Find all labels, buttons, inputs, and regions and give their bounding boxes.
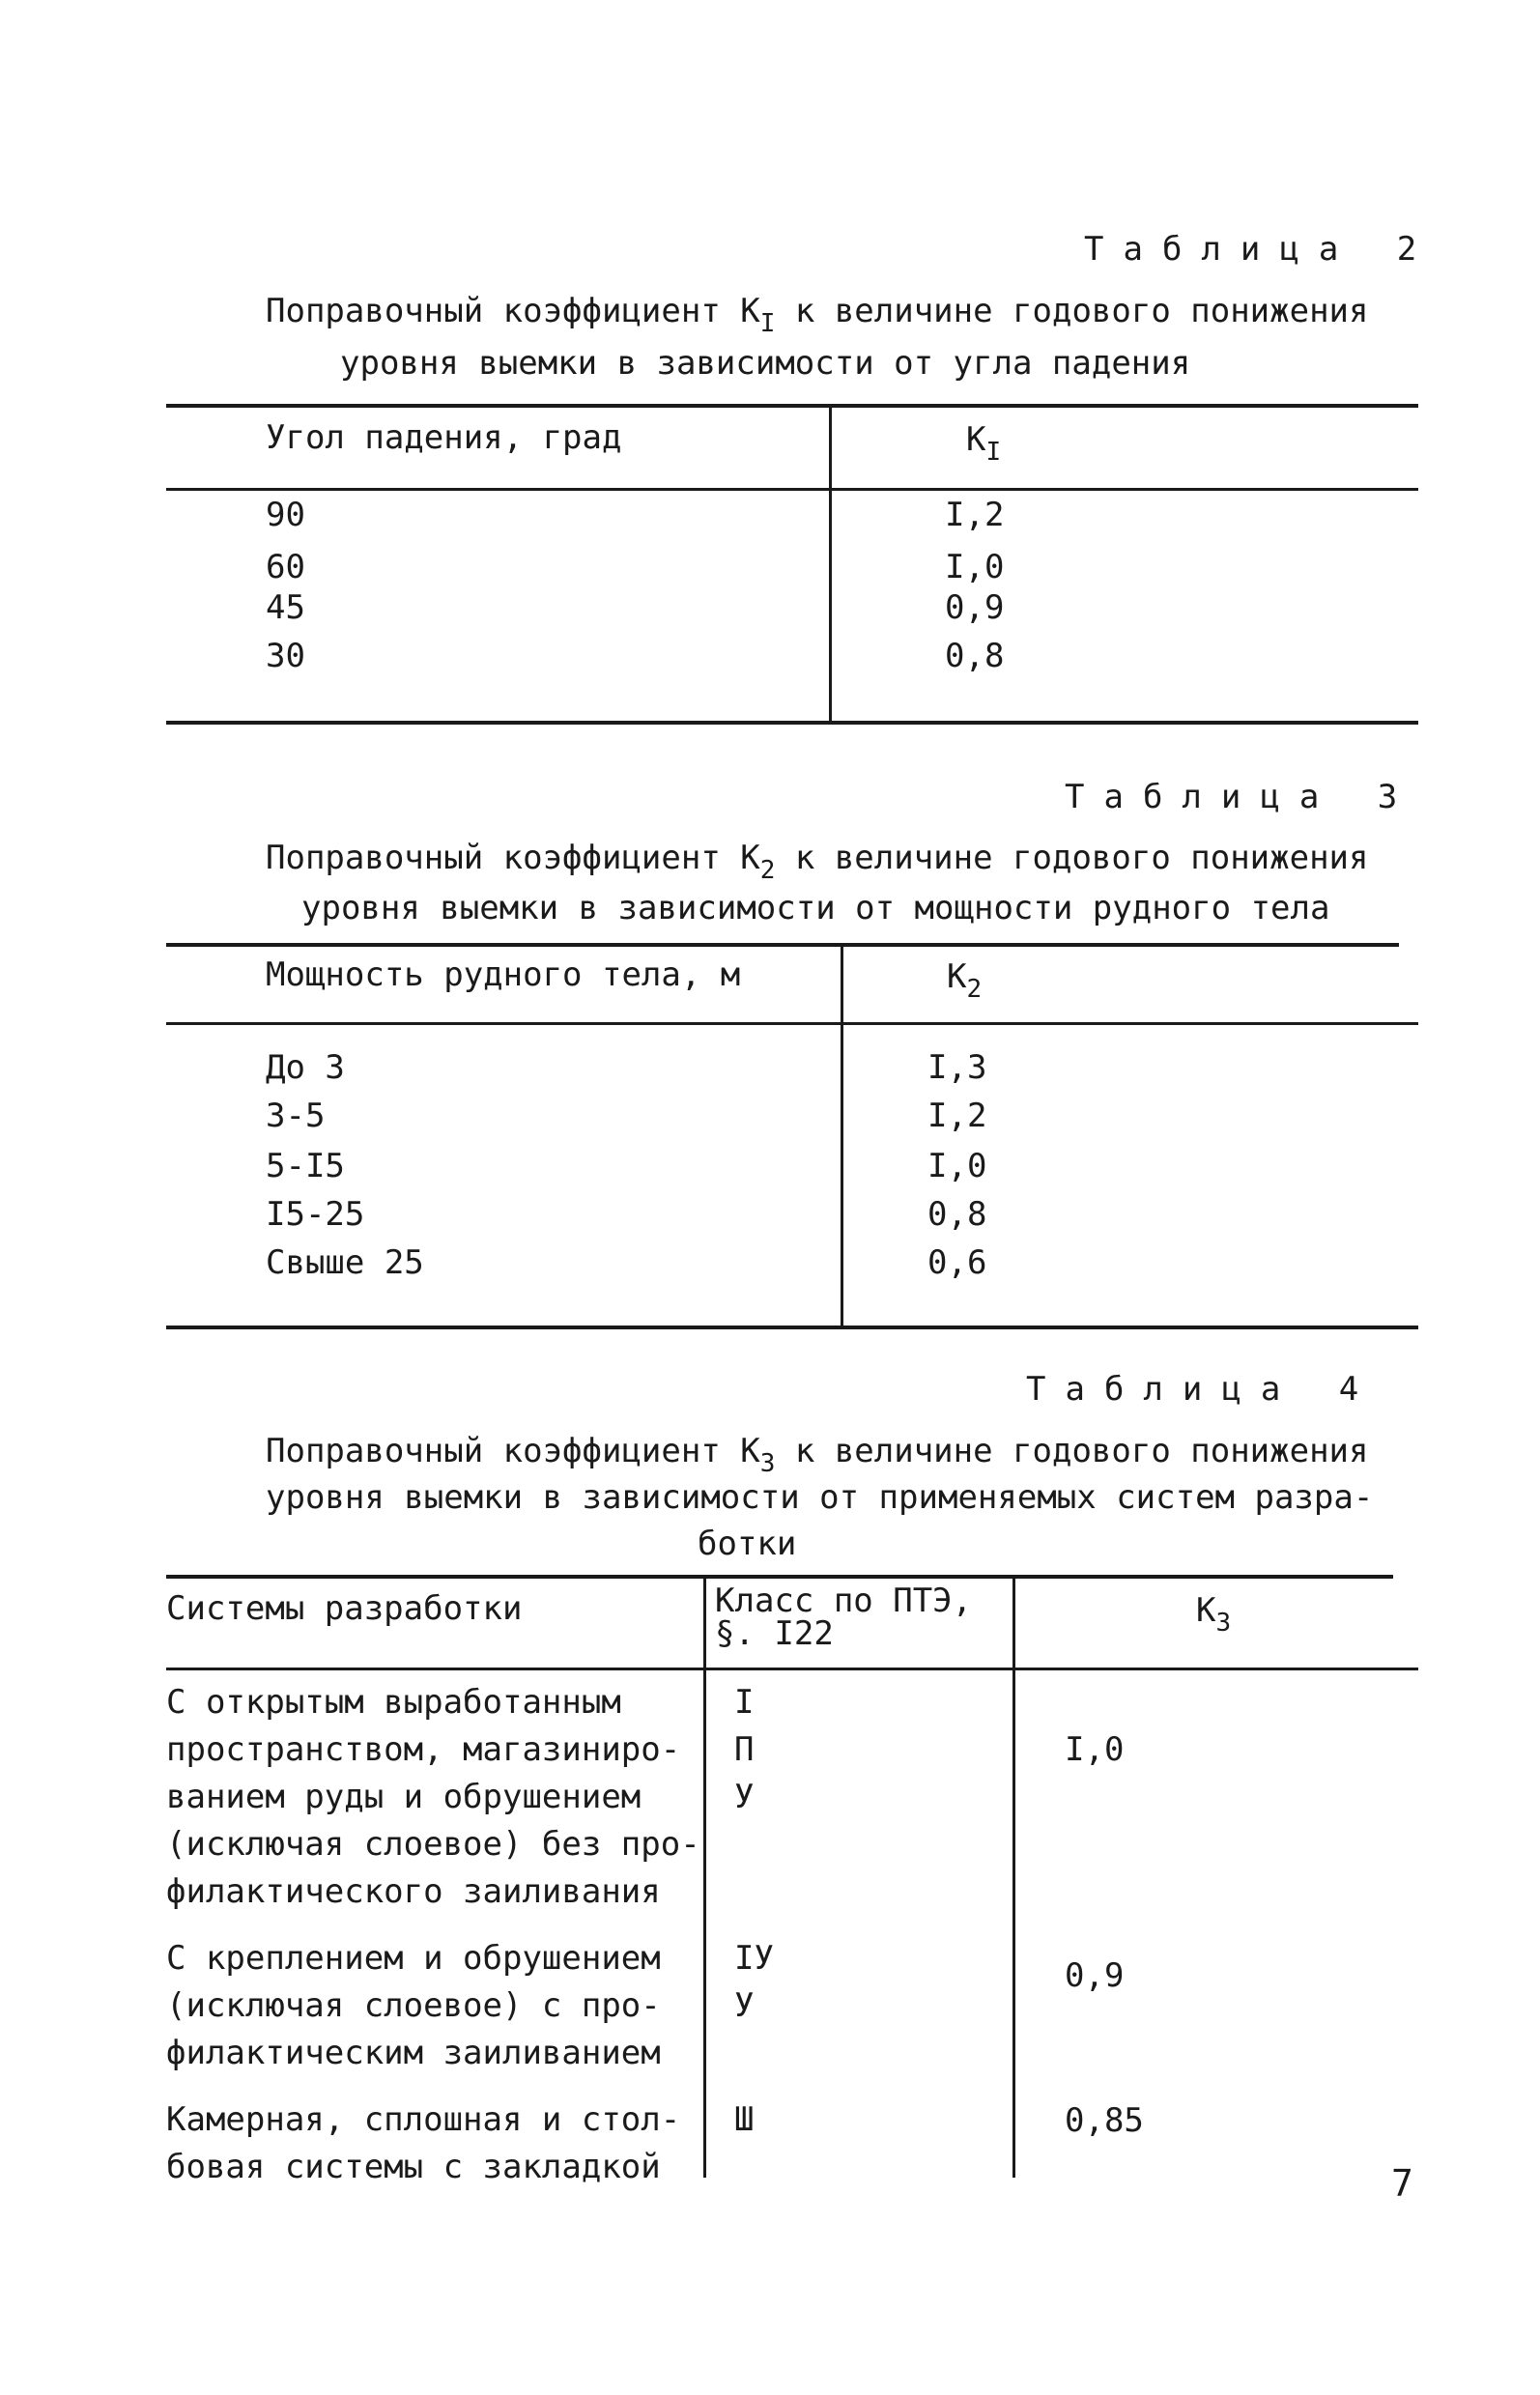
list-item: Ш: [734, 2100, 755, 2139]
table2-col1-header: Угол падения, град: [266, 418, 622, 457]
table4-caption-sub: 3: [759, 1449, 776, 1478]
table3-row: 0,8: [927, 1195, 987, 1234]
table2-caption-post: к величине годового понижения: [775, 292, 1369, 330]
table4-row3-class: [734, 2096, 754, 2144]
table2-top-rule: [166, 404, 1418, 408]
table3-caption-pre: Поправочный коэффициент К: [266, 839, 760, 877]
table2-bottom-rule: [166, 721, 1418, 725]
list-item: пространством, магазиниро-: [166, 1730, 681, 1769]
table4-row3-system: [166, 2096, 680, 2191]
list-item: филактического заиливания: [166, 1872, 661, 1911]
table4-caption-line2: уровня выемки в зависимости от применяемых систем разра-: [266, 1478, 1374, 1517]
table4-row2-class: [734, 1935, 774, 2030]
list-item: бовая системы с закладкой: [166, 2148, 661, 2186]
table2-row: 30: [266, 637, 305, 675]
table3-top-rule: [166, 943, 1399, 947]
table2-label: Таблица 2: [1084, 230, 1437, 269]
list-item: С креплением и обрушением: [166, 1939, 661, 1978]
list-item: С открытым выработанным: [166, 1683, 621, 1722]
table4-row3-k: 0,85: [1065, 2101, 1144, 2140]
table4-row1-class: [734, 1679, 754, 1821]
table2-row: 0,9: [945, 588, 1005, 627]
table3-caption-post: к величине годового понижения: [775, 839, 1369, 877]
table3-bottom-rule: [166, 1326, 1418, 1329]
table3-col2-header-main: К: [947, 957, 967, 996]
table4-caption-line3: ботки: [698, 1525, 797, 1563]
list-item: (исключая слоевое) без про-: [166, 1825, 700, 1864]
table4-caption-post: к величине годового понижения: [775, 1432, 1369, 1470]
table3-row: I,3: [927, 1048, 987, 1087]
table3-caption-line2: уровня выемки в зависимости от мощности рудного тела: [301, 889, 1330, 927]
table3-row: I5-25: [266, 1195, 365, 1234]
table4-caption-line1: [266, 1432, 1369, 1478]
table2-caption-sub: I: [759, 309, 776, 338]
table2-header-rule: [166, 488, 1418, 491]
table3-row: 0,6: [927, 1243, 987, 1282]
table2-row: 90: [266, 496, 305, 534]
table4-row2-system: [166, 1935, 661, 2077]
table2-col2-header-main: К: [966, 420, 986, 459]
table3-caption-sub: 2: [759, 856, 776, 885]
table4-col2-header: [715, 1582, 973, 1653]
list-item: У: [734, 1778, 755, 1816]
table4-label: Таблица 4: [1026, 1370, 1379, 1409]
table2-row: I,0: [945, 548, 1005, 586]
table4-col3-header-main: К: [1196, 1591, 1216, 1630]
list-item: I: [734, 1683, 755, 1722]
list-item: (исключая слоевое) с про-: [166, 1986, 661, 2025]
table2-caption-line1: [266, 292, 1369, 338]
table3-column-divider: [841, 943, 843, 1329]
list-item: филактическим заиливанием: [166, 2034, 661, 2072]
list-item: Камерная, сплошная и стол-: [166, 2100, 681, 2139]
table3-row: 3-5: [266, 1097, 326, 1135]
table2-row: 0,8: [945, 637, 1005, 675]
table4-col2-header-line1: Класс по ПТЭ,: [715, 1582, 973, 1620]
table3-col1-header: Мощность рудного тела, м: [266, 955, 741, 994]
table3-label: Таблица 3: [1065, 778, 1417, 816]
table3-caption-line1: [266, 839, 1369, 885]
table3-row: I,0: [927, 1147, 987, 1185]
page-number: 7: [1391, 2162, 1413, 2205]
table4-col3-header-sub: 3: [1215, 1609, 1232, 1638]
table4-row1-k: I,0: [1065, 1730, 1125, 1769]
table4-col1-header: Системы разработки: [166, 1589, 523, 1628]
table3-row: 5-I5: [266, 1147, 345, 1185]
table4-column-divider-1: [703, 1575, 706, 2178]
table2-row: 45: [266, 588, 305, 627]
table3-col2-header: [947, 953, 983, 1004]
table4-column-divider-2: [1012, 1575, 1015, 2178]
table2-column-divider: [829, 404, 832, 723]
table2-caption-pre: Поправочный коэффициент К: [266, 292, 760, 330]
table2-caption-line2: уровня выемки в зависимости от угла падения: [340, 344, 1191, 383]
list-item: П: [734, 1730, 755, 1769]
table2-col2-header: [966, 415, 1002, 467]
table4-top-rule: [166, 1575, 1393, 1579]
list-item: У: [734, 1986, 755, 2025]
table4-row1-system: [166, 1679, 700, 1916]
table3-row: Свыше 25: [266, 1243, 424, 1282]
table4-row2-k: 0,9: [1065, 1956, 1125, 1995]
table4-caption-pre: Поправочный коэффициент К: [266, 1432, 760, 1470]
table2-row: I,2: [945, 496, 1005, 534]
table3-row: I,2: [927, 1097, 987, 1135]
table4-col2-header-line2: §. I22: [715, 1614, 834, 1653]
table3-row: До 3: [266, 1048, 345, 1087]
table2-row: 60: [266, 548, 305, 586]
table2-col2-header-sub: I: [985, 438, 1002, 467]
table3-col2-header-sub: 2: [966, 975, 983, 1004]
table4-col3-header: [1196, 1586, 1232, 1638]
table4-header-rule: [166, 1668, 1418, 1670]
list-item: ванием руды и обрушением: [166, 1778, 642, 1816]
table3-header-rule: [166, 1022, 1418, 1025]
list-item: IУ: [734, 1939, 774, 1978]
